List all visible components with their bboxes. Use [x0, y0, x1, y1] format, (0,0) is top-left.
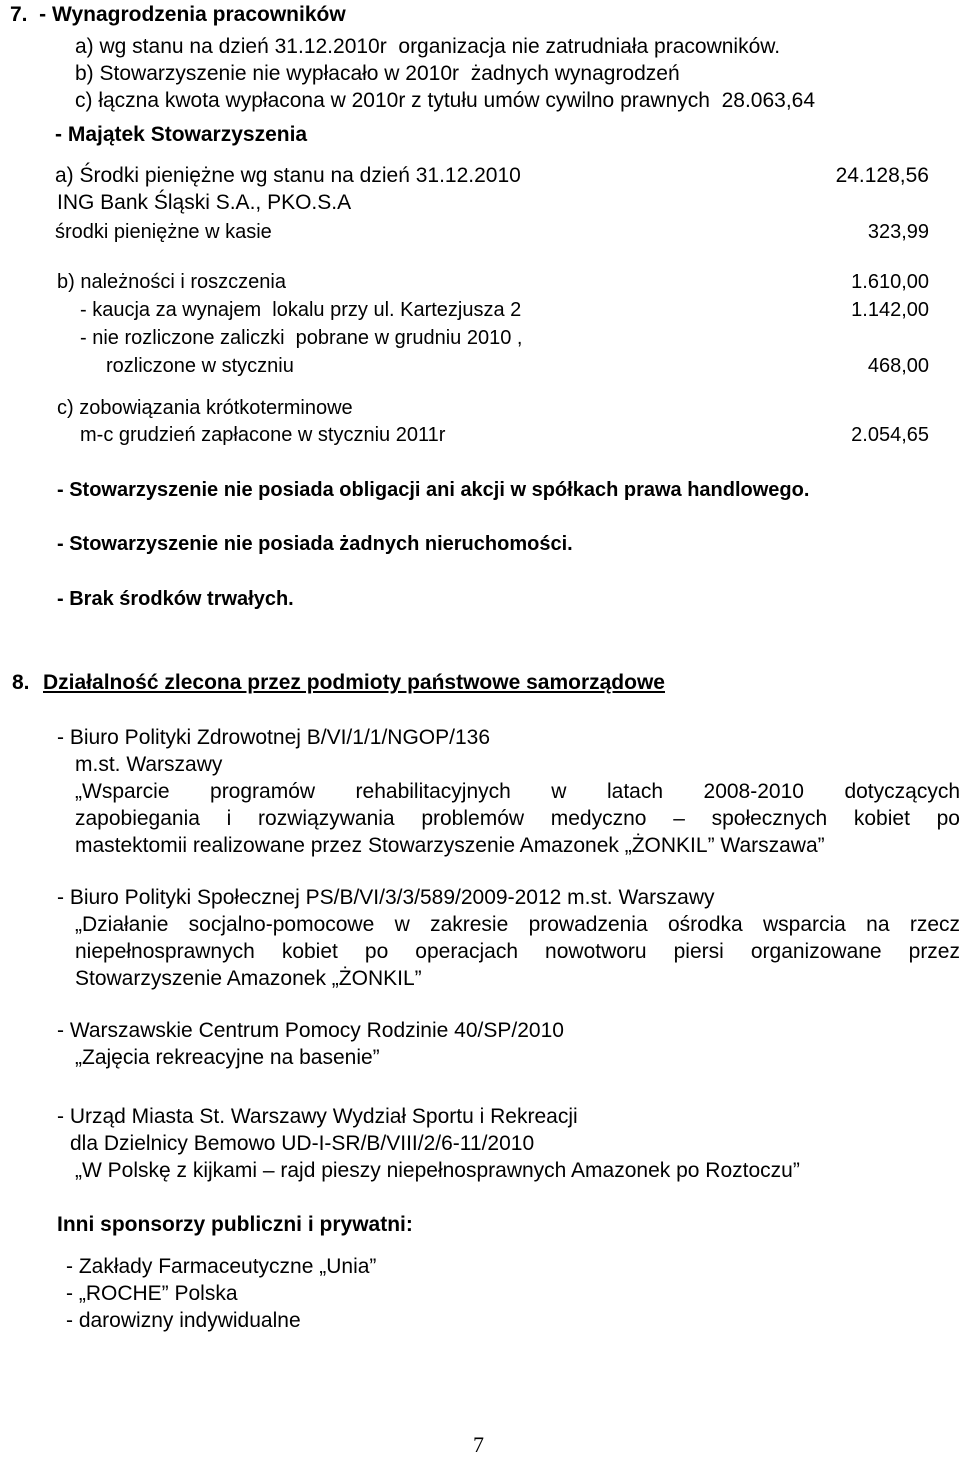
kasa-value: 323,99: [867, 221, 929, 243]
sponsor-item: - „ROCHE” Polska: [66, 1282, 238, 1305]
wynagrodzenia-a: a) wg stanu na dzień 31.12.2010r organizacja nie zatrudniała pracowników.: [75, 35, 781, 58]
majatek-heading: - Majątek Stowarzyszenia: [55, 123, 308, 146]
nieruchomosci-statement: - Stowarzyszenie nie posiada żadnych nieruchomości.: [57, 533, 573, 555]
zaliczki-label-2: rozliczone w styczniu: [106, 355, 294, 377]
item1-line1: - Biuro Polityki Zdrowotnej B/VI/1/1/NGOP/136: [57, 726, 491, 749]
page-number: 7: [473, 1432, 484, 1457]
kasa-label: środki pieniężne w kasie: [55, 221, 272, 243]
zobowiazania-value: 2.054,65: [851, 424, 929, 446]
item4-line1: - Urząd Miasta St. Warszawy Wydział Sportu i Rekreacji: [57, 1105, 578, 1128]
zobowiazania-sub: m-c grudzień zapłacone w styczniu 2011r: [80, 424, 446, 446]
section-8-number: 8.: [12, 671, 30, 694]
zobowiazania-label: c) zobowiązania krótkoterminowe: [57, 397, 353, 419]
sponsor-item: - darowizny indywidualne: [66, 1309, 301, 1332]
sponsors-heading: Inni sponsorzy publiczni i prywatni:: [57, 1213, 413, 1236]
item4-line2: dla Dzielnicy Bemowo UD-I-SR/B/VIII/2/6-11/2010: [70, 1132, 535, 1155]
naleznosci-value: 1.610,00: [851, 271, 929, 293]
item2-desc-2: niepełnosprawnych kobiet po operacjach nowotworu piersi organizowane przez: [75, 940, 960, 963]
sponsor-item: - Zakłady Farmaceutyczne „Unia”: [66, 1255, 377, 1278]
naleznosci-label: b) należności i roszczenia: [57, 271, 286, 293]
item2-desc-3: Stowarzyszenie Amazonek „ŻONKIL”: [75, 967, 422, 990]
zaliczki-label: - nie rozliczone zaliczki pobrane w grudniu 2010 ,: [80, 327, 523, 349]
item1-desc-2: zapobiegania i rozwiązywania problemów medyczno – społecznych kobiet po: [75, 807, 960, 830]
item1-desc-3: mastektomii realizowane przez Stowarzyszenie Amazonek „ŻONKIL” Warszawa”: [75, 834, 825, 857]
zaliczki-value: 468,00: [867, 355, 929, 377]
srodki-label: a) Środki pieniężne wg stanu na dzień 31.12.2010: [55, 164, 521, 187]
srodki-value: 24.128,56: [835, 164, 929, 187]
wynagrodzenia-b: b) Stowarzyszenie nie wypłacało w 2010r żadnych wynagrodzeń: [75, 62, 680, 85]
item3-desc-1: „Zajęcia rekreacyjne na basenie”: [75, 1046, 380, 1069]
kaucja-label: - kaucja za wynajem lokalu przy ul. Kartezjusza 2: [80, 299, 522, 321]
section-7-title: 7. - Wynagrodzenia pracowników: [10, 3, 346, 26]
wynagrodzenia-c: c) łączna kwota wypłacona w 2010r z tytułu umów cywilno prawnych 28.063,64: [75, 89, 816, 112]
obligacje-statement: - Stowarzyszenie nie posiada obligacji ani akcji w spółkach prawa handlowego.: [57, 479, 810, 501]
brak-statement: - Brak środków trwałych.: [57, 588, 294, 610]
item2-desc-1: „Działanie socjalno-pomocowe w zakresie prowadzenia ośrodka wsparcia na rzecz: [75, 913, 960, 936]
item3-line1: - Warszawskie Centrum Pomocy Rodzinie 40/SP/2010: [57, 1019, 564, 1042]
item1-desc-1: „Wsparcie programów rehabilitacyjnych w latach 2008-2010 dotyczących: [75, 780, 960, 803]
section-8-title: Działalność zlecona przez podmioty państwowe samorządowe: [43, 671, 665, 694]
kaucja-value: 1.142,00: [851, 299, 929, 321]
item2-line1: - Biuro Polityki Społecznej PS/B/VI/3/3/589/2009-2012 m.st. Warszawy: [57, 886, 715, 909]
item1-line2: m.st. Warszawy: [75, 753, 223, 776]
item4-desc-1: „W Polskę z kijkami – rajd pieszy niepełnosprawnych Amazonek po Roztoczu”: [75, 1159, 800, 1182]
bank-names: ING Bank Śląski S.A., PKO.S.A: [57, 191, 352, 214]
